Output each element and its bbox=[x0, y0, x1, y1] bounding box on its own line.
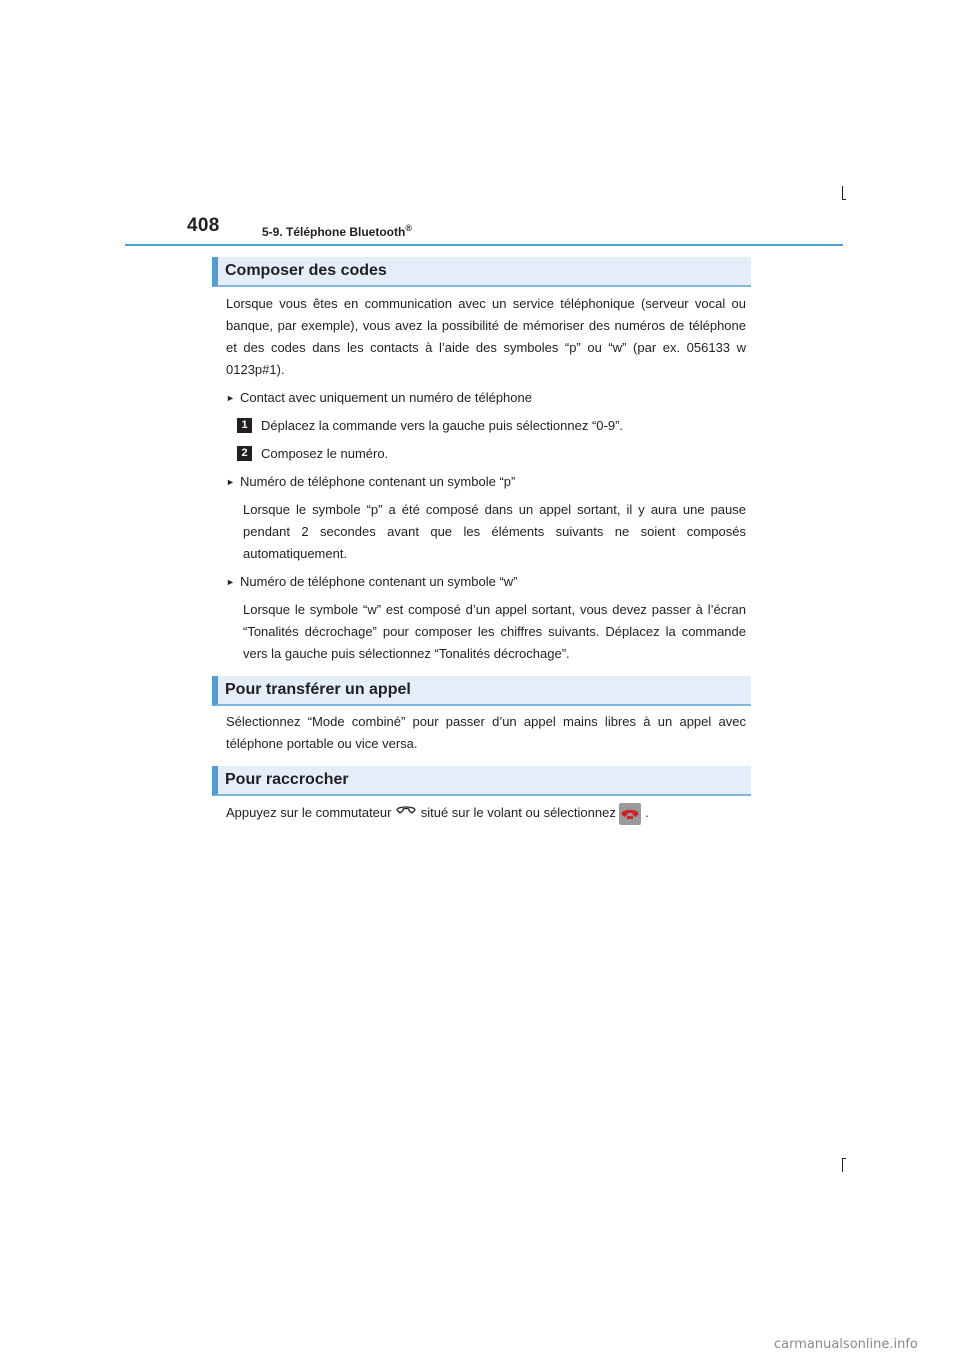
triangle-bullet-icon: ► bbox=[226, 577, 235, 587]
footer-watermark: carmanualsonline.info bbox=[774, 1337, 918, 1352]
heading-text: Pour transférer un appel bbox=[225, 681, 411, 698]
triangle-bullet-icon: ► bbox=[226, 393, 235, 403]
hangup-text bbox=[226, 802, 746, 825]
hangup-text-middle: situé sur le volant ou sélectionnez bbox=[420, 805, 616, 820]
bullet-text: Numéro de téléphone contenant un symbole “w” bbox=[240, 574, 518, 589]
symbol-p-text: Lorsque le symbole “p” a été composé dans un appel sortant, il y aura une pause pendant 2 secondes avant que les éléments suivants ne soient composés automatiquement. bbox=[243, 502, 746, 561]
step-number-1: 1 bbox=[237, 418, 252, 433]
crop-mark-top bbox=[842, 186, 843, 200]
step-2-text: Composez le numéro. bbox=[261, 446, 389, 461]
step-number-2: 2 bbox=[237, 446, 252, 461]
heading-transferer-appel bbox=[212, 676, 751, 706]
step-1-text: Déplacez la commande vers la gauche puis sélectionnez “0-9”. bbox=[261, 418, 624, 433]
hangup-button-icon bbox=[619, 803, 641, 825]
section-title bbox=[262, 223, 412, 239]
heading-composer-des-codes bbox=[212, 257, 751, 287]
symbol-w-text: Lorsque le symbole “w” est composé d’un appel sortant, vous devez passer à l’écran “Tonalités décrochage” pour composer les chiffres suivants. Déplacez la commande vers la gauche puis sélectionnez “Tonalités décrochage”. bbox=[243, 602, 746, 661]
registered-mark: ® bbox=[405, 223, 412, 233]
bullet-phone-only bbox=[226, 387, 532, 409]
hangup-text-after: . bbox=[645, 805, 649, 820]
bullet-symbol-w bbox=[226, 571, 518, 593]
hangup-text-before: Appuyez sur le commutateur bbox=[226, 805, 392, 820]
transfer-text: Sélectionnez “Mode combiné” pour passer d’un appel mains libres à un appel avec téléphone portable ou vice versa. bbox=[226, 714, 746, 751]
codes-intro: Lorsque vous êtes en communication avec un service téléphonique (serveur vocal ou banque, par exemple), vous avez la possibilité de mémoriser des numéros de téléphone et des codes dans les contacts à l’aide des symboles “p” ou “w” (par ex. 056133 w 0123p#1). bbox=[226, 296, 746, 377]
bullet-text: Numéro de téléphone contenant un symbole “p” bbox=[240, 474, 516, 489]
page-number: 408 bbox=[187, 215, 220, 236]
section-title-text: 5-9. Téléphone Bluetooth bbox=[262, 225, 406, 239]
heading-text: Pour raccrocher bbox=[225, 771, 349, 788]
header-rule bbox=[125, 244, 843, 246]
heading-text: Composer des codes bbox=[225, 262, 387, 279]
bullet-text: Contact avec uniquement un numéro de téléphone bbox=[240, 390, 532, 405]
crop-mark-bottom bbox=[842, 1158, 843, 1172]
triangle-bullet-icon: ► bbox=[226, 477, 235, 487]
phone-handset-icon bbox=[395, 803, 417, 825]
bullet-symbol-p bbox=[226, 471, 515, 493]
heading-raccrocher bbox=[212, 766, 751, 796]
